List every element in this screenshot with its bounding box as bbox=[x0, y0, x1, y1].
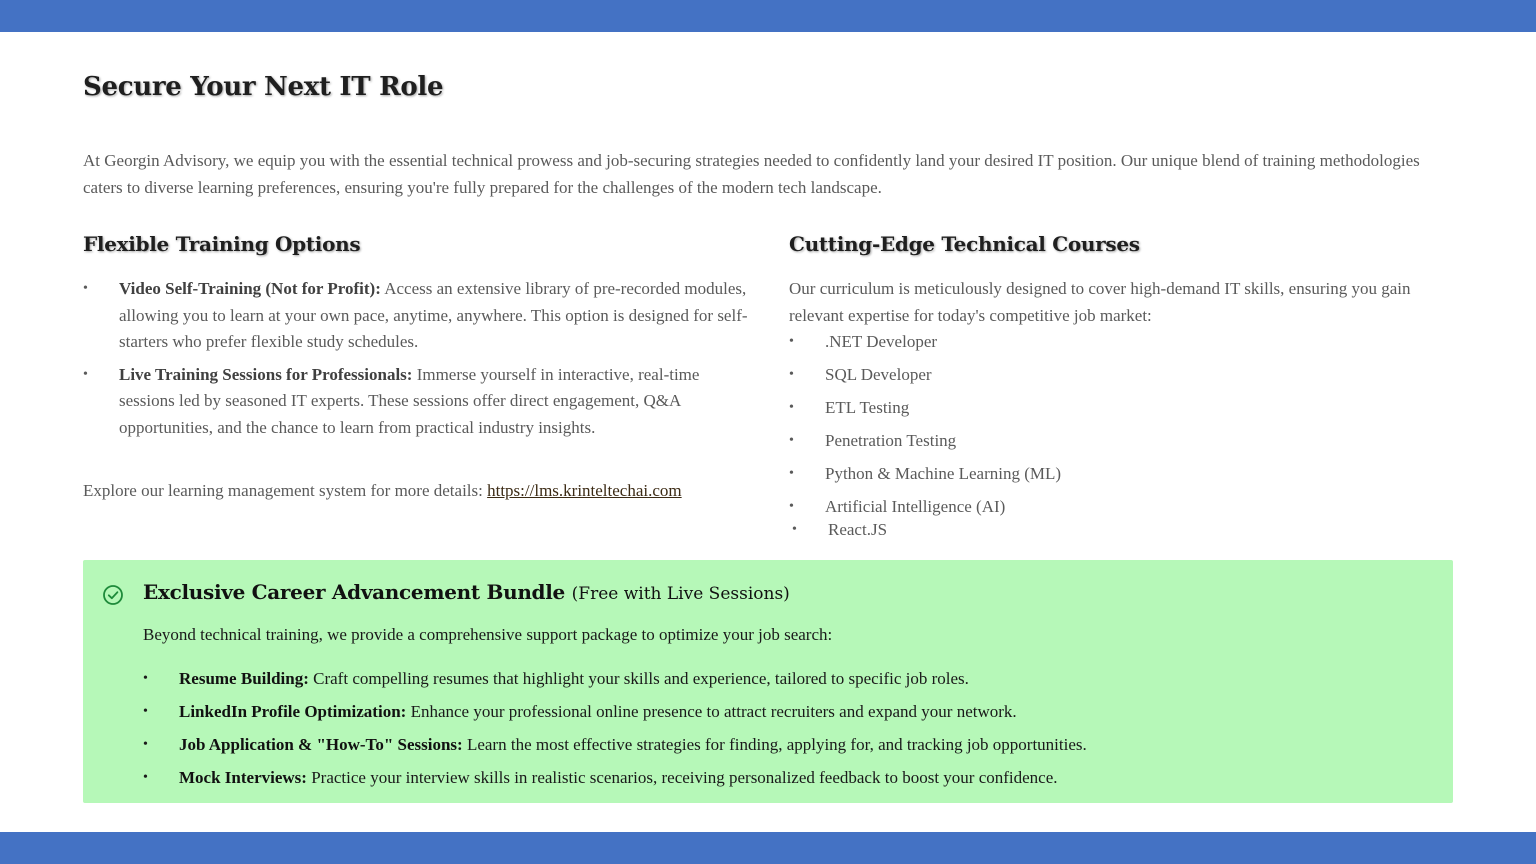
top-accent-bar bbox=[0, 0, 1536, 32]
course-item bbox=[789, 428, 1453, 455]
bundle-item-text: Craft compelling resumes that highlight your skills and experience, tailored to specific job roles. bbox=[308, 669, 969, 688]
bottom-accent-bar bbox=[0, 832, 1536, 864]
bullet-icon: • bbox=[83, 281, 88, 296]
training-item bbox=[83, 276, 748, 356]
bundle-item-label: Mock Interviews: bbox=[179, 768, 307, 787]
course-item-label: ETL Testing bbox=[825, 398, 910, 417]
course-item-label: SQL Developer bbox=[825, 365, 932, 384]
bullet-icon: • bbox=[143, 671, 148, 686]
training-list bbox=[83, 276, 748, 441]
bullet-icon: • bbox=[143, 737, 148, 752]
course-item-label: Penetration Testing bbox=[825, 431, 957, 450]
bullet-icon: • bbox=[143, 770, 148, 785]
bundle-item-text: Enhance your professional online presence to attract recruiters and expand your network. bbox=[406, 702, 1017, 721]
bullet-icon: • bbox=[789, 466, 794, 481]
bundle-item bbox=[143, 732, 1433, 759]
course-list bbox=[789, 329, 1453, 544]
bundle-item-text: Learn the most effective strategies for finding, applying for, and tracking job opportunities. bbox=[462, 735, 1087, 754]
training-item bbox=[83, 362, 748, 442]
bundle-item-label: LinkedIn Profile Optimization: bbox=[179, 702, 407, 721]
training-item-label: Video Self-Training (Not for Profit): bbox=[119, 279, 381, 298]
bullet-icon: • bbox=[789, 499, 794, 514]
bullet-icon: • bbox=[789, 400, 794, 415]
lms-link[interactable]: https://lms.krinteltechai.com bbox=[487, 481, 682, 500]
course-item-label: React.JS bbox=[828, 520, 888, 539]
check-circle-icon bbox=[102, 584, 124, 606]
bundle-title-text: Exclusive Career Advancement Bundle bbox=[143, 580, 565, 604]
bullet-icon: • bbox=[789, 334, 794, 349]
bullet-icon: • bbox=[789, 433, 794, 448]
bundle-title bbox=[143, 580, 790, 604]
courses-heading: Cutting-Edge Technical Courses bbox=[789, 232, 1140, 256]
training-item-text: Access an extensive library of pre-recorded modules, allowing you to learn at your own pace, anytime, anywhere. This option is designed for self-starters who prefer flexible study schedules. bbox=[119, 279, 748, 351]
bullet-icon: • bbox=[792, 522, 797, 537]
bundle-subtitle: (Free with Live Sessions) bbox=[571, 584, 790, 604]
page-title: Secure Your Next IT Role bbox=[83, 72, 444, 102]
bullet-icon: • bbox=[789, 367, 794, 382]
bundle-item-label: Job Application & "How-To" Sessions: bbox=[179, 735, 463, 754]
training-item-text: Immerse yourself in interactive, real-time sessions led by seasoned IT experts. These sessions offer direct engagement, Q&A opportunities, and the chance to learn from practical industry insights. bbox=[119, 364, 700, 437]
explore-label: Explore our learning management system for more details: bbox=[83, 481, 488, 500]
training-item-label: Live Training Sessions for Professionals: bbox=[119, 364, 413, 384]
courses-intro: Our curriculum is meticulously designed to cover high-demand IT skills, ensuring you gain relevant expertise for today's competitive job market: bbox=[789, 279, 1411, 325]
explore-lms-text bbox=[83, 478, 682, 504]
bundle-description: Beyond technical training, we provide a comprehensive support package to optimize your job search: bbox=[143, 625, 833, 644]
course-item-label: Artificial Intelligence (AI) bbox=[825, 497, 1006, 516]
bundle-list bbox=[143, 666, 1433, 798]
course-item bbox=[789, 362, 1453, 389]
training-heading: Flexible Training Options bbox=[83, 232, 361, 256]
course-item bbox=[789, 329, 1453, 356]
course-item bbox=[789, 395, 1453, 422]
bundle-item bbox=[143, 666, 1433, 693]
bullet-icon: • bbox=[83, 366, 88, 382]
courses-section bbox=[789, 232, 1453, 550]
course-item-label: Python & Machine Learning (ML) bbox=[825, 464, 1062, 483]
bundle-item-text: Practice your interview skills in realistic scenarios, receiving personalized feedback to boost your confidence. bbox=[306, 768, 1058, 787]
bundle-item bbox=[143, 765, 1433, 792]
training-options-section bbox=[83, 232, 748, 500]
bundle-item-label: Resume Building: bbox=[179, 669, 309, 688]
course-item-label: .NET Developer bbox=[825, 332, 938, 351]
course-item bbox=[789, 461, 1453, 488]
course-item bbox=[789, 517, 1453, 544]
bundle-item bbox=[143, 699, 1433, 726]
intro-paragraph: At Georgin Advisory, we equip you with the essential technical prowess and job-securing strategies needed to confidently land your desired IT position. Our unique blend of training methodologies caters to diverse learning preferences, ensuring you're fully prepared for the challenges of the modern tech landscape. bbox=[83, 151, 1420, 197]
bullet-icon: • bbox=[143, 704, 148, 719]
career-bundle-callout bbox=[83, 560, 1453, 803]
